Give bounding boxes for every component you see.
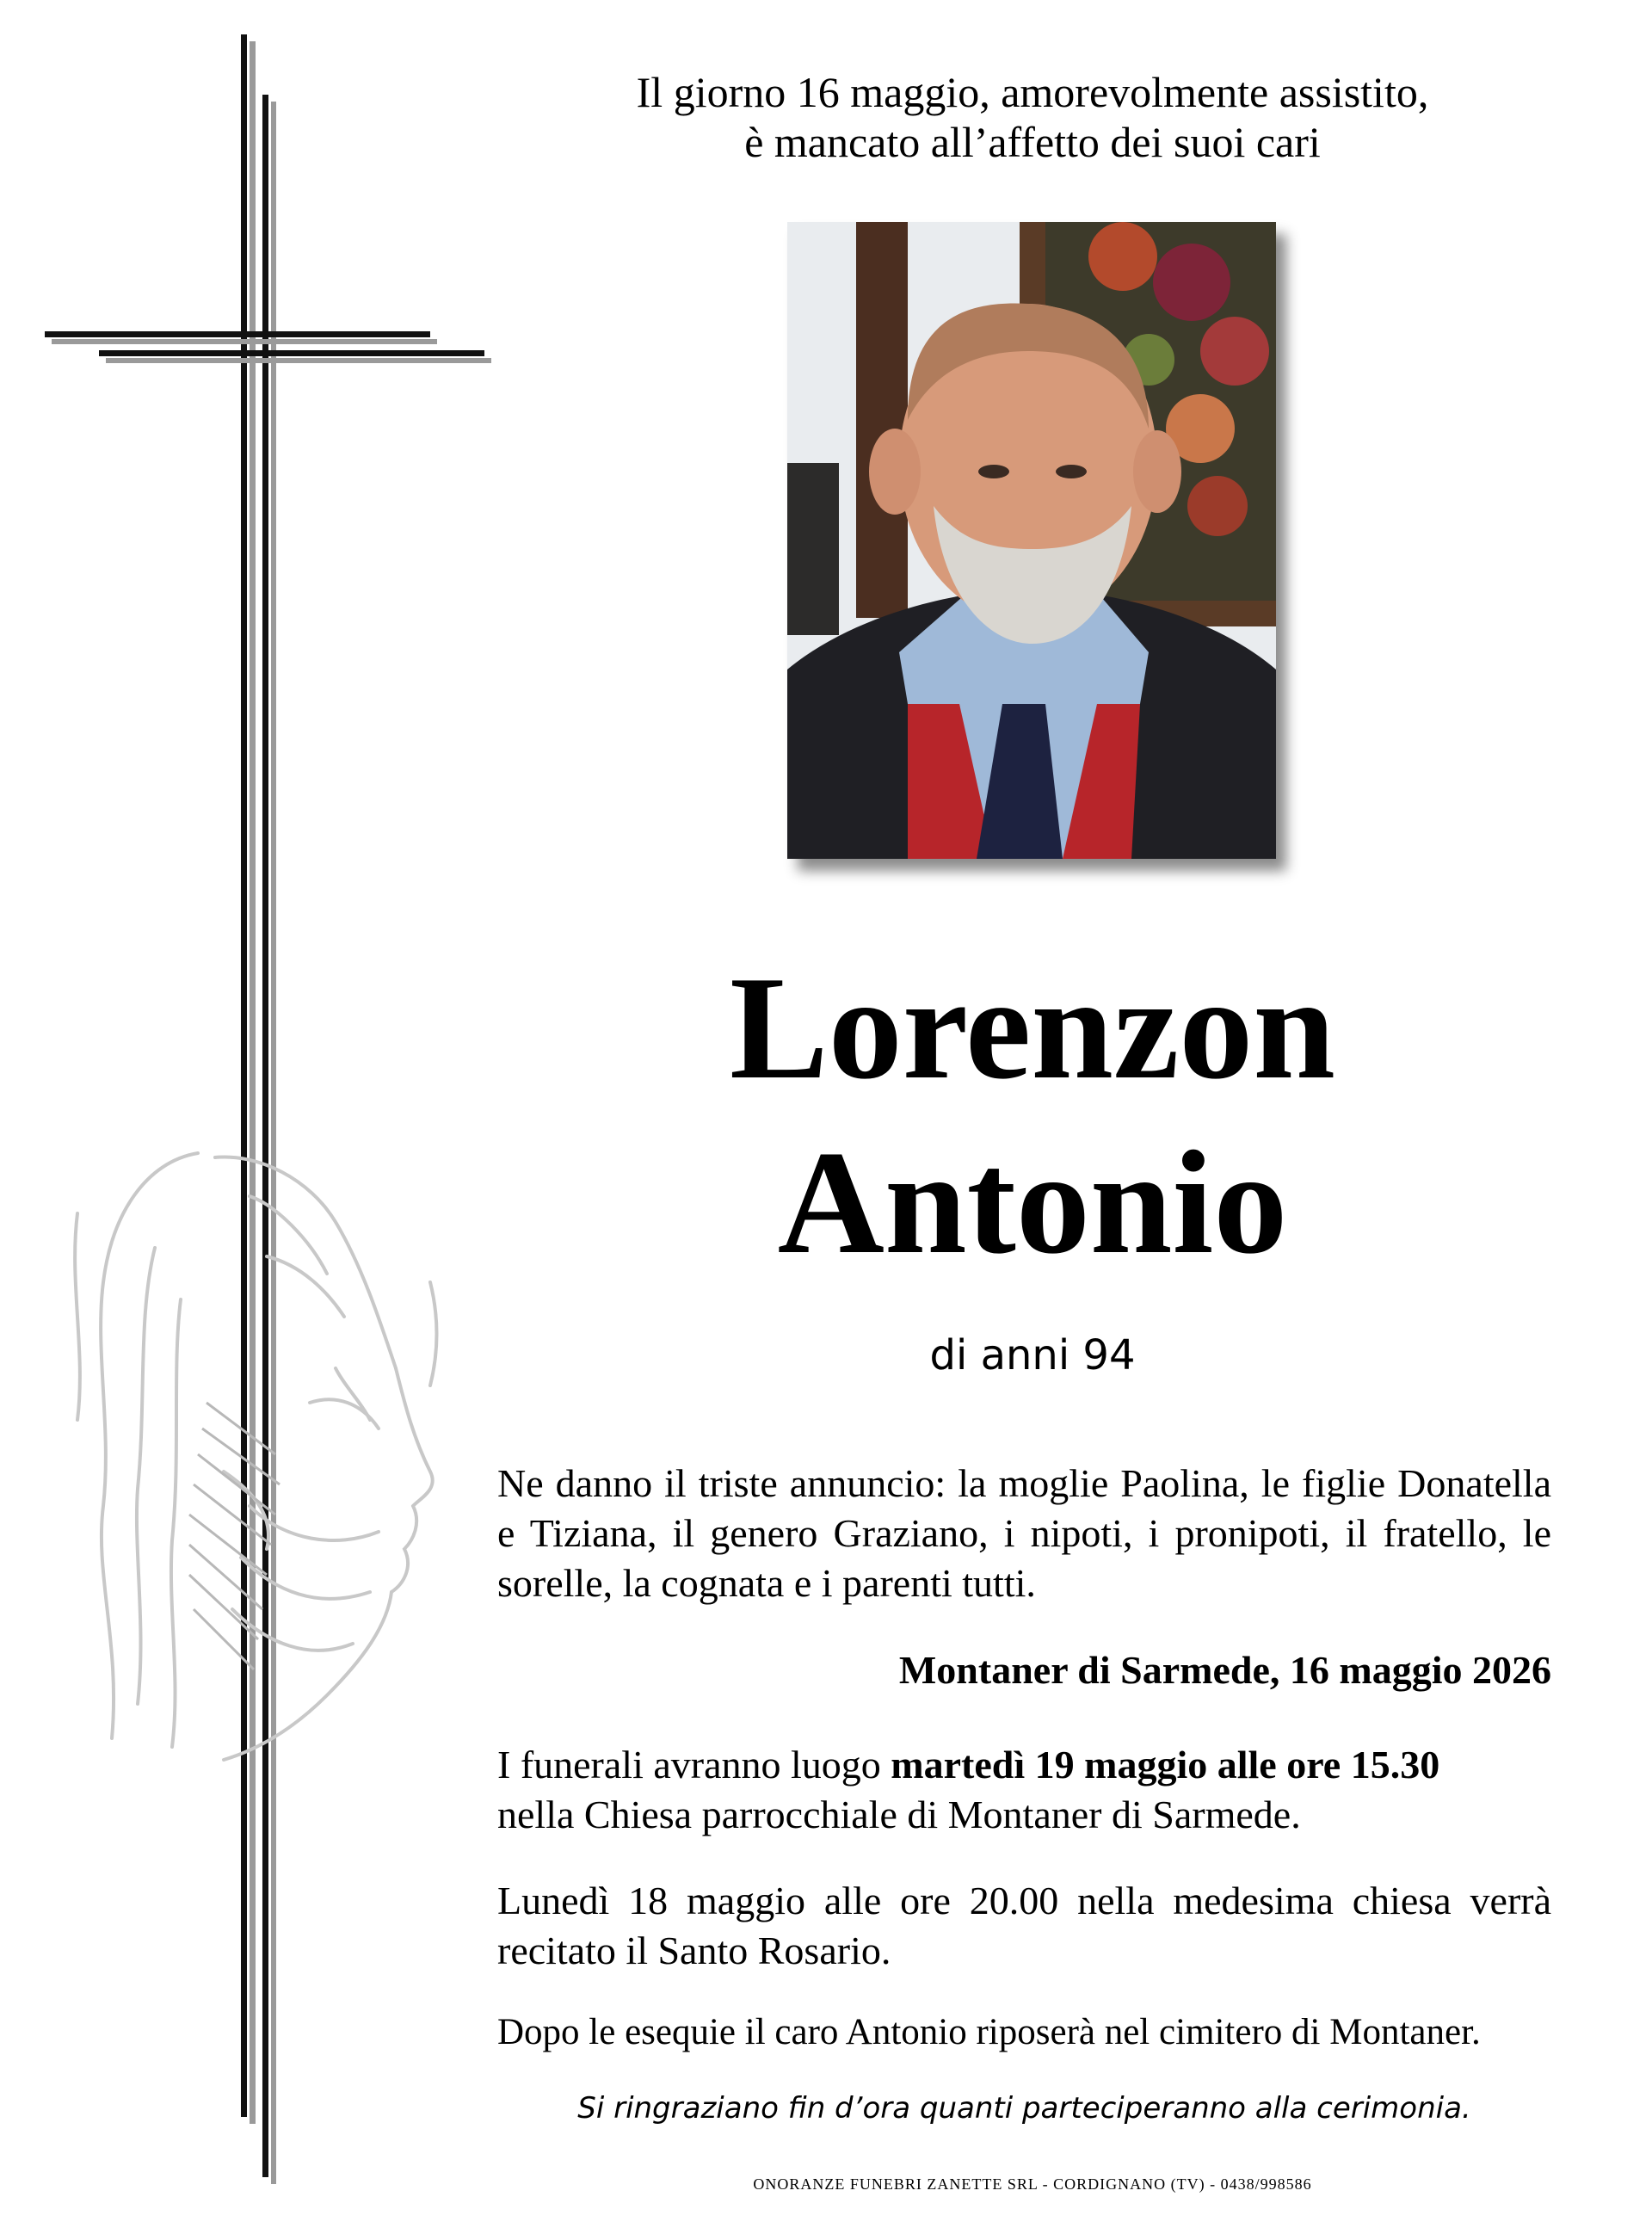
cross-vertical-bar-2 xyxy=(262,95,268,2177)
funeral-date-time: martedì 19 maggio alle ore 15.30 xyxy=(891,1743,1440,1786)
cross-horizontal-shadow-2 xyxy=(106,358,491,363)
thanks-note: Si ringraziano fin d’ora quanti parteciperanno alla cerimonia. xyxy=(577,2091,1471,2126)
family-announcement: Ne danno il triste annuncio: la moglie Paolina, le figlie Donatella e Tiziana, il genero Graziano, i nipoti, i pronipoti, il fratello, le sorelle, la cognata e i parenti tutti. xyxy=(497,1461,1551,1605)
intro-text xyxy=(533,67,1532,167)
christ-sketch-icon xyxy=(52,1145,447,1764)
cross-vertical-bar-1 xyxy=(241,34,247,2117)
deceased-first-name: Antonio xyxy=(777,1121,1288,1285)
rosary-details: Lunedì 18 maggio alle ore 20.00 nella medesima chiesa verrà recitato il Santo Rosario. xyxy=(497,1879,1551,1972)
funeral-details xyxy=(497,1740,1551,1840)
funeral-home-footer: ONORANZE FUNEBRI ZANETTE SRL - CORDIGNANO (TV) - 0438/998586 xyxy=(753,2175,1312,2193)
cross-horizontal-shadow-1 xyxy=(52,339,437,344)
deceased-age: di anni 94 xyxy=(929,1331,1136,1379)
intro-line-1: Il giorno 16 maggio, amorevolmente assistito, xyxy=(636,68,1429,116)
deceased-surname: Lorenzon xyxy=(730,947,1335,1110)
cross-horizontal-bar-2 xyxy=(99,350,484,356)
burial-details: Dopo le esequie il caro Antonio riposerà nel cimitero di Montaner. xyxy=(497,2012,1481,2052)
portrait-photo xyxy=(787,222,1276,859)
intro-line-2: è mancato all’affetto dei suoi cari xyxy=(744,118,1321,166)
place-and-date: Montaner di Sarmede, 16 maggio 2026 xyxy=(898,1648,1551,1692)
funeral-location: nella Chiesa parrocchiale di Montaner di Sarmede. xyxy=(497,1793,1301,1836)
portrait-image xyxy=(787,222,1276,859)
funeral-prefix: I funerali avranno luogo xyxy=(497,1743,891,1786)
cross-horizontal-bar-1 xyxy=(45,331,430,337)
cross-vertical-shadow-2 xyxy=(271,102,276,2184)
